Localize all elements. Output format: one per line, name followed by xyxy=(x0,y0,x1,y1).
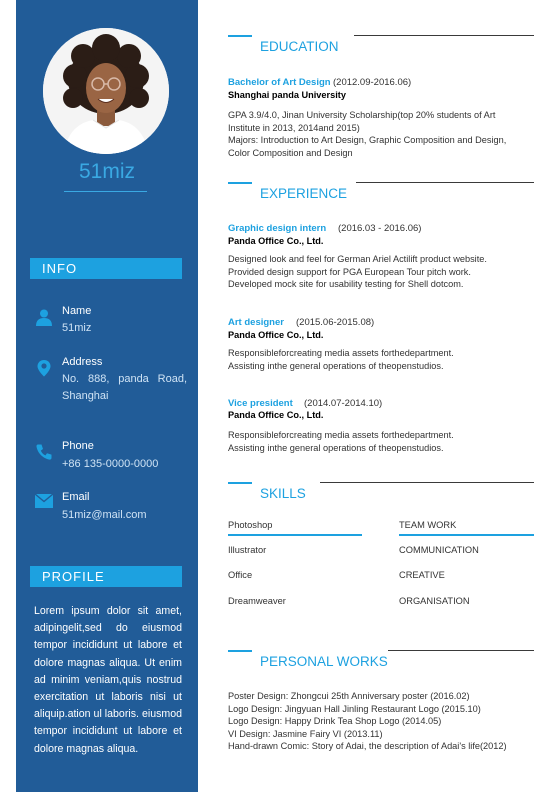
info-address-label: Address xyxy=(62,356,103,368)
section-accent-line xyxy=(228,35,252,37)
education-details xyxy=(228,109,534,159)
section-rule xyxy=(354,35,534,36)
section-accent-line xyxy=(228,650,252,652)
phone-icon xyxy=(35,443,53,461)
section-accent-line xyxy=(228,482,252,484)
job-role: Graphic design intern xyxy=(228,223,327,234)
job-detail-line: Assisting inthe general operations of theopenstudios. xyxy=(228,442,444,453)
info-phone-value: +86 135-0000-0000 xyxy=(62,458,159,470)
profile-name: 51miz xyxy=(78,160,136,183)
section-rule xyxy=(388,650,534,651)
name-underline xyxy=(64,191,147,192)
job-detail-line: Responsibleforcreating media assets forthedepartment. xyxy=(228,430,454,440)
education-degree: Bachelor of Art Design xyxy=(228,77,331,88)
works-title: PERSONAL WORKS xyxy=(260,654,388,669)
job-details xyxy=(228,347,534,372)
info-name-value: 51miz xyxy=(62,322,92,334)
job-details xyxy=(228,429,534,454)
job-company: Panda Office Co., Ltd. xyxy=(228,330,324,340)
job-dates: (2016.03 - 2016.06) xyxy=(338,223,422,234)
work-item: VI Design: Jasmine Fairy VI (2013.11) xyxy=(228,729,383,739)
skill-name: TEAM WORK xyxy=(399,520,457,530)
info-email-label: Email xyxy=(62,491,90,503)
skill-name: ORGANISATION xyxy=(399,596,470,606)
info-address-value: No. 888, panda Road, Shanghai xyxy=(62,373,187,402)
work-item: Poster Design: Zhongcui 25th Anniversary poster (2016.02) xyxy=(228,691,470,701)
work-item: Hand-drawn Comic: Story of Adai, the description of Adai's life(2012) xyxy=(228,741,507,751)
job-company: Panda Office Co., Ltd. xyxy=(228,410,324,420)
job-dates: (2014.07-2014.10) xyxy=(304,398,383,409)
job-detail-line: Provided design support for PGA European Tour pitch work. xyxy=(228,266,471,277)
info-heading: INFO xyxy=(30,258,182,279)
skill-name: Photoshop xyxy=(228,520,273,530)
job-detail-line: Responsibleforcreating media assets forthedepartment. xyxy=(228,348,454,358)
work-item: Logo Design: Happy Drink Tea Shop Logo (2014.05) xyxy=(228,716,442,726)
education-detail-line: GPA 3.9/4.0, Jinan University Scholarship(top 20% students of Art xyxy=(228,110,496,120)
profile-text: Lorem ipsum dolor sit amet, adipingelit,sed do eiusmod tempor incididunt ut labore et dolore magnas aliqua. Ut enim ad minim veniam,quis nostrud exercitation ut laboris nisi ut aliquip.ation ul laboris. eiusmod tempor incididunt ut labore et dolore magnas aliqua. xyxy=(34,605,182,755)
skill-name: Illustrator xyxy=(228,545,267,555)
section-rule xyxy=(356,182,534,183)
job-company: Panda Office Co., Ltd. xyxy=(228,236,324,246)
skill-name: Office xyxy=(228,570,253,580)
job-detail-line: Designed look and feel for German Ariel Actilift product website. xyxy=(228,254,487,264)
education-detail-line: Color Composition and Design xyxy=(228,147,353,158)
job-detail-line: Assisting inthe general operations of theopenstudios. xyxy=(228,360,444,371)
job-dates: (2015.06-2015.08) xyxy=(296,317,375,328)
job-role: Vice president xyxy=(228,398,293,409)
info-name-label: Name xyxy=(62,305,92,317)
education-detail-line: Institute in 2013, 2014and 2015) xyxy=(228,122,360,133)
education-school: Shanghai panda University xyxy=(228,90,346,100)
section-rule xyxy=(320,482,534,483)
skill-name: CREATIVE xyxy=(399,570,445,580)
profile-photo xyxy=(43,28,169,154)
profile-heading: PROFILE xyxy=(30,566,182,587)
job-role: Art designer xyxy=(228,317,284,328)
skill-name: Dreamweaver xyxy=(228,596,286,606)
job-detail-line: Developed mock site for usability testing for Shell dotcom. xyxy=(228,279,464,290)
job-details xyxy=(228,253,534,291)
skills-title: SKILLS xyxy=(260,486,306,501)
work-item: Logo Design: Jingyuan Hall Jinling Restaurant Logo (2015.10) xyxy=(228,704,481,714)
person-icon xyxy=(35,308,53,326)
skill-name: COMMUNICATION xyxy=(399,545,479,555)
education-dates: (2012.09-2016.06) xyxy=(333,77,412,88)
education-detail-line: Majors: Introduction to Art Design, Graphic Composition and Design, xyxy=(228,135,507,146)
location-pin-icon xyxy=(35,359,53,377)
education-title: EDUCATION xyxy=(260,39,339,54)
section-accent-line xyxy=(228,182,252,184)
skill-level-bar xyxy=(399,534,534,536)
info-email-value: 51miz@mail.com xyxy=(62,509,147,521)
skill-level-bar xyxy=(228,534,362,536)
info-phone-label: Phone xyxy=(62,440,94,452)
experience-title: EXPERIENCE xyxy=(260,186,348,201)
email-icon xyxy=(35,494,53,508)
